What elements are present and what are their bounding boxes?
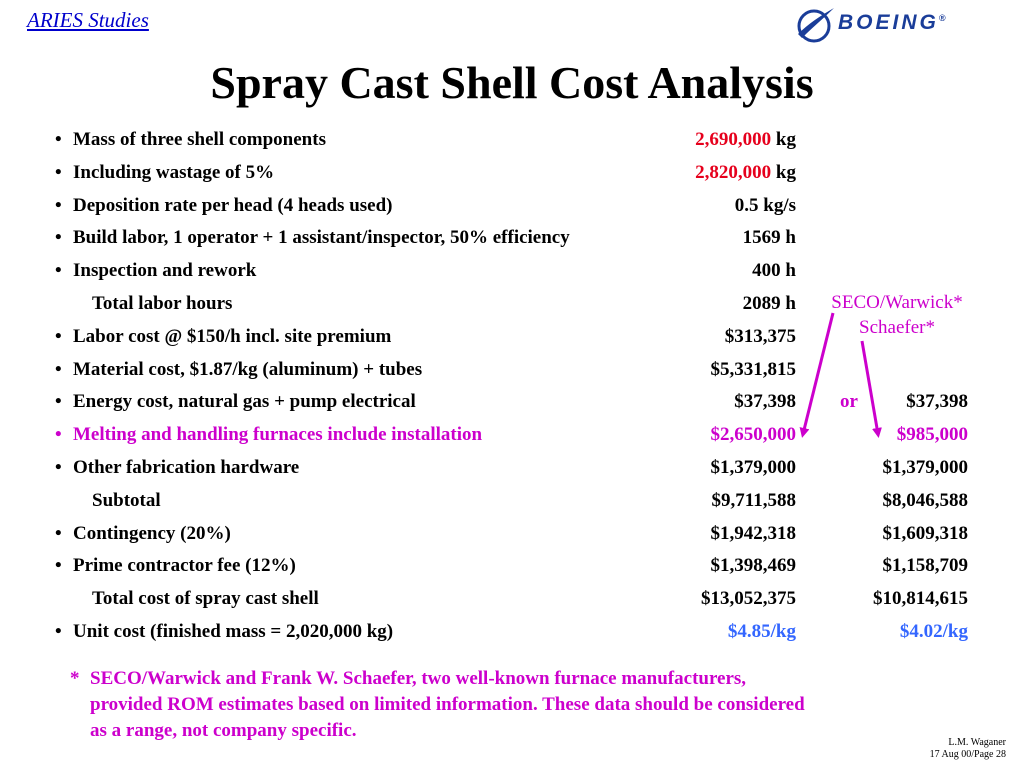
cost-row bbox=[0, 454, 1024, 482]
bullet: • bbox=[55, 358, 62, 380]
date-page: 17 Aug 00/Page 28 bbox=[929, 749, 1006, 760]
bullet: • bbox=[55, 260, 62, 282]
row-label: Energy cost, natural gas + pump electrical bbox=[73, 391, 416, 413]
baseline-value-number: $37,398 bbox=[734, 391, 796, 413]
slide-credit bbox=[930, 737, 1006, 761]
bullet: • bbox=[55, 555, 62, 577]
row-label: Deposition rate per head (4 heads used) bbox=[73, 194, 393, 216]
bullet: • bbox=[55, 161, 62, 183]
baseline-value bbox=[711, 454, 797, 482]
baseline-value bbox=[701, 585, 796, 613]
cost-row bbox=[0, 257, 1024, 285]
baseline-value bbox=[735, 192, 796, 220]
baseline-value-unit: kg bbox=[771, 129, 796, 150]
baseline-value bbox=[728, 618, 796, 646]
cost-row bbox=[0, 126, 1024, 154]
bullet: • bbox=[55, 424, 62, 446]
bullet: • bbox=[55, 457, 62, 478]
row-label: Total labor hours bbox=[92, 293, 233, 314]
baseline-value bbox=[712, 487, 796, 515]
baseline-value-number: $1,398,469 bbox=[710, 555, 796, 577]
alternative-value: $1,158,709 bbox=[882, 555, 968, 577]
baseline-value-number: $2,650,000 bbox=[710, 424, 796, 446]
alternative-value: $10,814,615 bbox=[873, 588, 968, 610]
row-label: Including wastage of 5% bbox=[73, 161, 275, 183]
boeing-logo-text: BOEING® bbox=[838, 11, 949, 34]
row-label: Other fabrication hardware bbox=[73, 457, 300, 478]
cost-row bbox=[0, 159, 1024, 187]
footnote-text: SECO/Warwick and Frank W. Schaefer, two well-known furnace manufacturers, provided ROM estimates based on limited information. These data should be considered as a range, not company specific. bbox=[90, 668, 805, 741]
author: L.M. Waganer bbox=[948, 737, 1006, 748]
baseline-value-number: $5,331,815 bbox=[710, 358, 796, 380]
row-label: Melting and handling furnaces include installation bbox=[73, 424, 483, 446]
row-label: Unit cost (finished mass = 2,020,000 kg) bbox=[73, 621, 394, 642]
footnote-star: * bbox=[70, 668, 80, 689]
bullet: • bbox=[55, 194, 62, 216]
baseline-value-number: $313,375 bbox=[724, 325, 796, 347]
row-label: Total cost of spray cast shell bbox=[92, 588, 319, 610]
alternative-value: $4.02/kg bbox=[899, 621, 968, 642]
baseline-value-number: $4.85/kg bbox=[727, 621, 796, 642]
cost-row bbox=[0, 388, 1024, 416]
baseline-value bbox=[734, 388, 796, 416]
cost-row bbox=[0, 421, 1024, 449]
cost-row bbox=[0, 487, 1024, 515]
alternative-value: $1,609,318 bbox=[882, 522, 968, 544]
cost-row bbox=[0, 520, 1024, 548]
seco-note-line-1: SECO/Warwick* bbox=[831, 292, 963, 313]
alternative-value: $1,379,000 bbox=[882, 457, 968, 478]
row-label: Material cost, $1.87/kg (aluminum) + tubes bbox=[73, 358, 423, 380]
baseline-value bbox=[695, 159, 796, 187]
alternative-value: $985,000 bbox=[896, 424, 968, 446]
row-label: Labor cost @ $150/h incl. site premium bbox=[73, 325, 392, 347]
row-label: Build labor, 1 operator + 1 assistant/inspector, 50% efficiency bbox=[73, 227, 570, 249]
bullet: • bbox=[55, 391, 62, 413]
seco-warwick-schaefer-note bbox=[812, 290, 982, 340]
row-label: Prime contractor fee (12%) bbox=[73, 555, 296, 577]
row-label: Mass of three shell components bbox=[73, 129, 326, 150]
row-label: Inspection and rework bbox=[73, 260, 257, 282]
cost-row bbox=[0, 585, 1024, 613]
baseline-value-unit: kg bbox=[771, 161, 796, 183]
page-title: Spray Cast Shell Cost Analysis bbox=[210, 57, 814, 108]
baseline-value bbox=[711, 552, 797, 580]
baseline-value-number: 1569 h bbox=[742, 227, 796, 249]
cost-row bbox=[0, 618, 1024, 646]
baseline-value bbox=[743, 224, 796, 252]
baseline-value-number: 2,690,000 bbox=[695, 129, 772, 150]
baseline-value bbox=[711, 520, 797, 548]
baseline-value-number: 2089 h bbox=[742, 293, 796, 314]
or-separator: or bbox=[840, 391, 858, 413]
cost-row bbox=[0, 192, 1024, 220]
baseline-value-number: 2,820,000 bbox=[695, 161, 772, 183]
alternative-value: $8,046,588 bbox=[882, 489, 968, 511]
baseline-value bbox=[743, 290, 796, 318]
baseline-value bbox=[725, 323, 796, 351]
bullet: • bbox=[55, 325, 62, 347]
row-label: Subtotal bbox=[92, 489, 161, 511]
seco-note-line-2: Schaefer* bbox=[859, 317, 935, 338]
bullet: • bbox=[55, 621, 62, 642]
aries-studies-link[interactable]: ARIES Studies bbox=[27, 8, 149, 32]
baseline-value-number: $1,379,000 bbox=[710, 457, 796, 478]
baseline-value bbox=[752, 257, 796, 285]
baseline-value-number: $1,942,318 bbox=[710, 522, 796, 544]
baseline-value bbox=[695, 126, 796, 154]
baseline-value-number: $13,052,375 bbox=[701, 588, 796, 610]
row-label: Contingency (20%) bbox=[73, 522, 231, 544]
baseline-value bbox=[711, 421, 797, 449]
baseline-value-number: $9,711,588 bbox=[711, 489, 796, 511]
cost-row bbox=[0, 224, 1024, 252]
bullet: • bbox=[55, 227, 62, 249]
cost-row bbox=[0, 356, 1024, 384]
bullet: • bbox=[55, 129, 62, 150]
baseline-value-number: 0.5 kg/s bbox=[734, 194, 796, 216]
alternative-value: $37,398 bbox=[906, 391, 968, 413]
baseline-value bbox=[711, 356, 797, 384]
bullet: • bbox=[55, 522, 62, 544]
baseline-value-number: 400 h bbox=[752, 260, 796, 282]
cost-row bbox=[0, 552, 1024, 580]
